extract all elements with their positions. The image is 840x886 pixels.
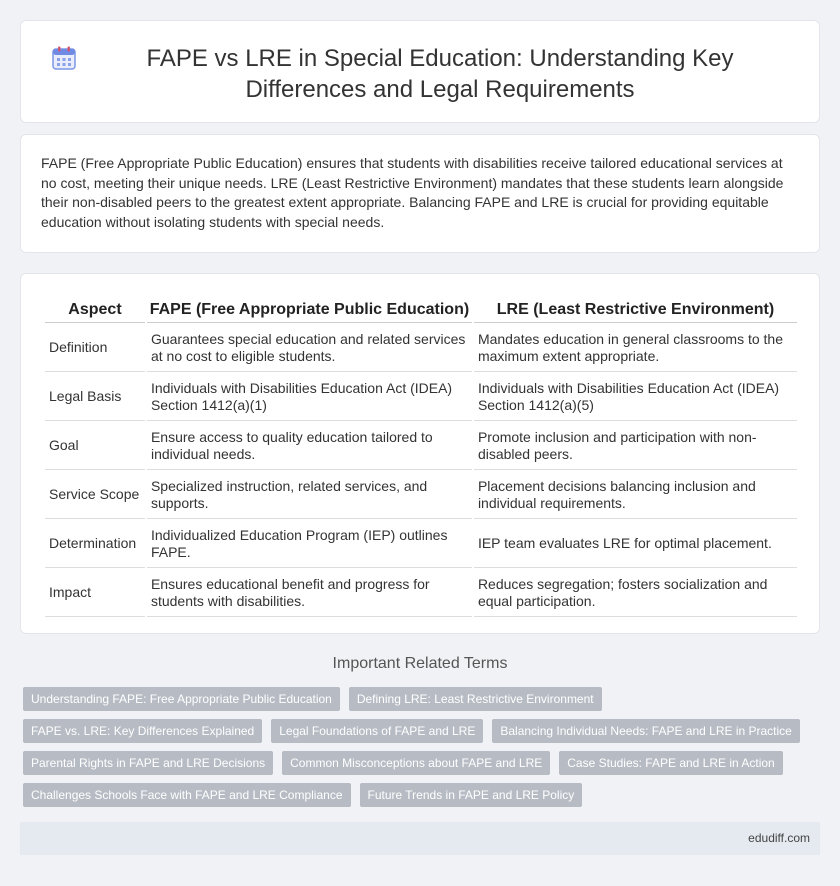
related-term-tag[interactable]: Future Trends in FAPE and LRE Policy [360, 783, 583, 807]
row-fape: Guarantees special education and related services at no cost to eligible students. [147, 325, 472, 372]
page-title: FAPE vs LRE in Special Education: Understanding Key Differences and Legal Requirements [146, 45, 734, 103]
tag-row [23, 783, 803, 807]
tag-row [23, 687, 803, 711]
tag-row [23, 719, 803, 743]
related-term-tag[interactable]: Parental Rights in FAPE and LRE Decisions [23, 751, 273, 775]
related-terms-list [23, 687, 803, 815]
row-fape: Individuals with Disabilities Education Act (IDEA) Section 1412(a)(1) [147, 374, 472, 421]
intro-paragraph: FAPE (Free Appropriate Public Education) ensures that students with disabilities receive tailored educational services at no cost, meeting their unique needs. LRE (Least Restrictive Environment) mandates that these students learn alongside their non-disabled peers to the greatest extent appropriate. Balancing FAPE and LRE is crucial for providing equitable education without isolating students with special needs. [41, 155, 784, 230]
related-term-tag[interactable]: Challenges Schools Face with FAPE and LRE Compliance [23, 783, 351, 807]
row-lre: Promote inclusion and participation with non-disabled peers. [474, 423, 797, 470]
related-term-tag[interactable]: Legal Foundations of FAPE and LRE [271, 719, 483, 743]
row-aspect: Legal Basis [45, 374, 145, 421]
footer [20, 822, 820, 855]
row-fape: Specialized instruction, related services, and supports. [147, 472, 472, 519]
table-row [45, 325, 797, 372]
table-row [45, 521, 797, 568]
row-lre: Reduces segregation; fosters socialization and equal participation. [474, 570, 797, 617]
row-aspect: Definition [45, 325, 145, 372]
related-term-tag[interactable]: FAPE vs. LRE: Key Differences Explained [23, 719, 262, 743]
row-fape: Individualized Education Program (IEP) outlines FAPE. [147, 521, 472, 568]
related-term-tag[interactable]: Case Studies: FAPE and LRE in Action [559, 751, 782, 775]
row-aspect: Determination [45, 521, 145, 568]
table-row [45, 423, 797, 470]
footer-site-link[interactable]: edudiff.com [748, 831, 810, 845]
row-lre: IEP team evaluates LRE for optimal placement. [474, 521, 797, 568]
row-lre: Individuals with Disabilities Education Act (IDEA) Section 1412(a)(5) [474, 374, 797, 421]
title-wrap [21, 43, 819, 105]
table-header-row [45, 298, 797, 323]
related-term-tag[interactable]: Understanding FAPE: Free Appropriate Public Education [23, 687, 340, 711]
row-aspect: Impact [45, 570, 145, 617]
header-fape: FAPE (Free Appropriate Public Education) [147, 298, 472, 323]
title-card [20, 20, 820, 123]
comparison-table [43, 296, 799, 619]
row-fape: Ensure access to quality education tailored to individual needs. [147, 423, 472, 470]
related-term-tag[interactable]: Balancing Individual Needs: FAPE and LRE in Practice [492, 719, 800, 743]
table-row [45, 570, 797, 617]
header-lre: LRE (Least Restrictive Environment) [474, 298, 797, 323]
related-terms-heading: Important Related Terms [332, 655, 508, 672]
table-row [45, 374, 797, 421]
table-row [45, 472, 797, 519]
related-term-tag[interactable]: Common Misconceptions about FAPE and LRE [282, 751, 550, 775]
comparison-card [20, 273, 820, 634]
row-aspect: Goal [45, 423, 145, 470]
intro-card [20, 134, 820, 253]
row-aspect: Service Scope [45, 472, 145, 519]
header-aspect: Aspect [45, 298, 145, 323]
row-lre: Placement decisions balancing inclusion and individual requirements. [474, 472, 797, 519]
row-lre: Mandates education in general classrooms to the maximum extent appropriate. [474, 325, 797, 372]
row-fape: Ensures educational benefit and progress for students with disabilities. [147, 570, 472, 617]
tag-row [23, 751, 803, 775]
related-term-tag[interactable]: Defining LRE: Least Restrictive Environment [349, 687, 602, 711]
